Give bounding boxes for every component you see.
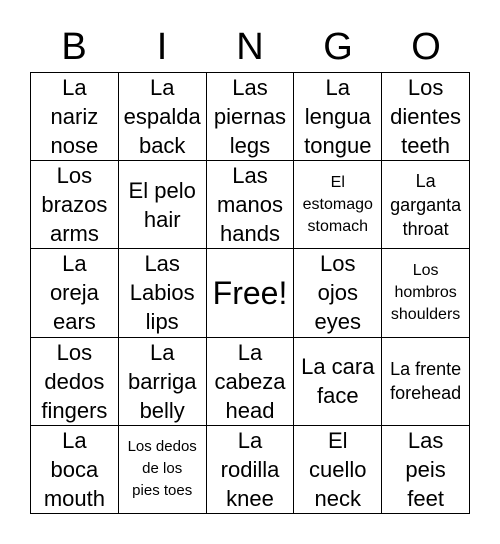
bingo-cell[interactable] — [119, 249, 207, 337]
bingo-cell[interactable] — [31, 249, 119, 337]
bingo-cell[interactable] — [382, 338, 470, 426]
bingo-cell[interactable] — [119, 161, 207, 249]
bingo-cell[interactable] — [119, 73, 207, 161]
bingo-cell-text: La garganta throat — [390, 170, 462, 239]
bingo-cell-text: Los hombros shoulders — [390, 261, 461, 323]
bingo-cell-text: Los dientes teeth — [390, 75, 462, 159]
bingo-cell-text: La cabeza head — [214, 339, 286, 423]
bingo-cell-text: La oreja ears — [49, 251, 99, 335]
bingo-cell-text: La frente forehead — [390, 359, 462, 404]
bingo-cell-text: La cara face — [301, 354, 375, 409]
header-letter-i: I — [156, 26, 168, 68]
header-letter-b: B — [61, 26, 87, 68]
bingo-cell[interactable] — [31, 161, 119, 249]
bingo-cell[interactable] — [31, 426, 119, 514]
bingo-cell-text: La boca mouth — [43, 427, 105, 511]
header-letter-n: N — [236, 26, 264, 68]
bingo-header — [30, 22, 470, 72]
bingo-cell[interactable] — [294, 249, 382, 337]
bingo-cell-text: La barriga belly — [127, 339, 197, 423]
bingo-cell[interactable] — [31, 338, 119, 426]
bingo-cell-text: Las peis feet — [405, 427, 446, 511]
bingo-cell-text: La nariz nose — [50, 75, 99, 159]
bingo-cell[interactable] — [382, 73, 470, 161]
bingo-cell-text: La lengua tongue — [304, 75, 372, 159]
bingo-cell-text: La rodilla knee — [220, 427, 280, 511]
bingo-cell[interactable] — [31, 73, 119, 161]
bingo-cell-text: El estomago stomach — [302, 173, 373, 235]
bingo-cell-text: Los dedos fingers — [41, 339, 108, 423]
header-letter-o: O — [411, 26, 441, 68]
bingo-cell[interactable] — [207, 338, 295, 426]
bingo-cell-text: El pelo hair — [128, 177, 196, 232]
bingo-cell-text: Los brazos arms — [41, 163, 108, 247]
bingo-cell[interactable] — [382, 249, 470, 337]
bingo-cell-text: Free! — [212, 274, 288, 311]
bingo-cell-text: Las piernas legs — [213, 75, 287, 159]
bingo-cell-text: Los ojos eyes — [314, 251, 362, 335]
bingo-cell[interactable] — [207, 426, 295, 514]
bingo-cell-text: Los dedos de los pies toes — [127, 438, 197, 500]
bingo-cell[interactable] — [119, 338, 207, 426]
bingo-cell-text: El cuello neck — [309, 427, 367, 511]
bingo-cell[interactable] — [382, 426, 470, 514]
bingo-cell[interactable] — [119, 426, 207, 514]
header-letter-g: G — [323, 26, 353, 68]
bingo-cell[interactable] — [294, 338, 382, 426]
bingo-cell[interactable] — [207, 73, 295, 161]
bingo-cell[interactable] — [382, 161, 470, 249]
bingo-cell[interactable] — [294, 161, 382, 249]
free-space-cell[interactable] — [207, 249, 295, 337]
bingo-cell[interactable] — [294, 426, 382, 514]
bingo-cell-text: La espalda back — [123, 75, 201, 159]
bingo-cell[interactable] — [294, 73, 382, 161]
bingo-cell-text: Las Labios lips — [129, 251, 195, 335]
bingo-grid — [30, 72, 470, 514]
bingo-cell[interactable] — [207, 161, 295, 249]
bingo-cell-text: Las manos hands — [216, 163, 284, 247]
